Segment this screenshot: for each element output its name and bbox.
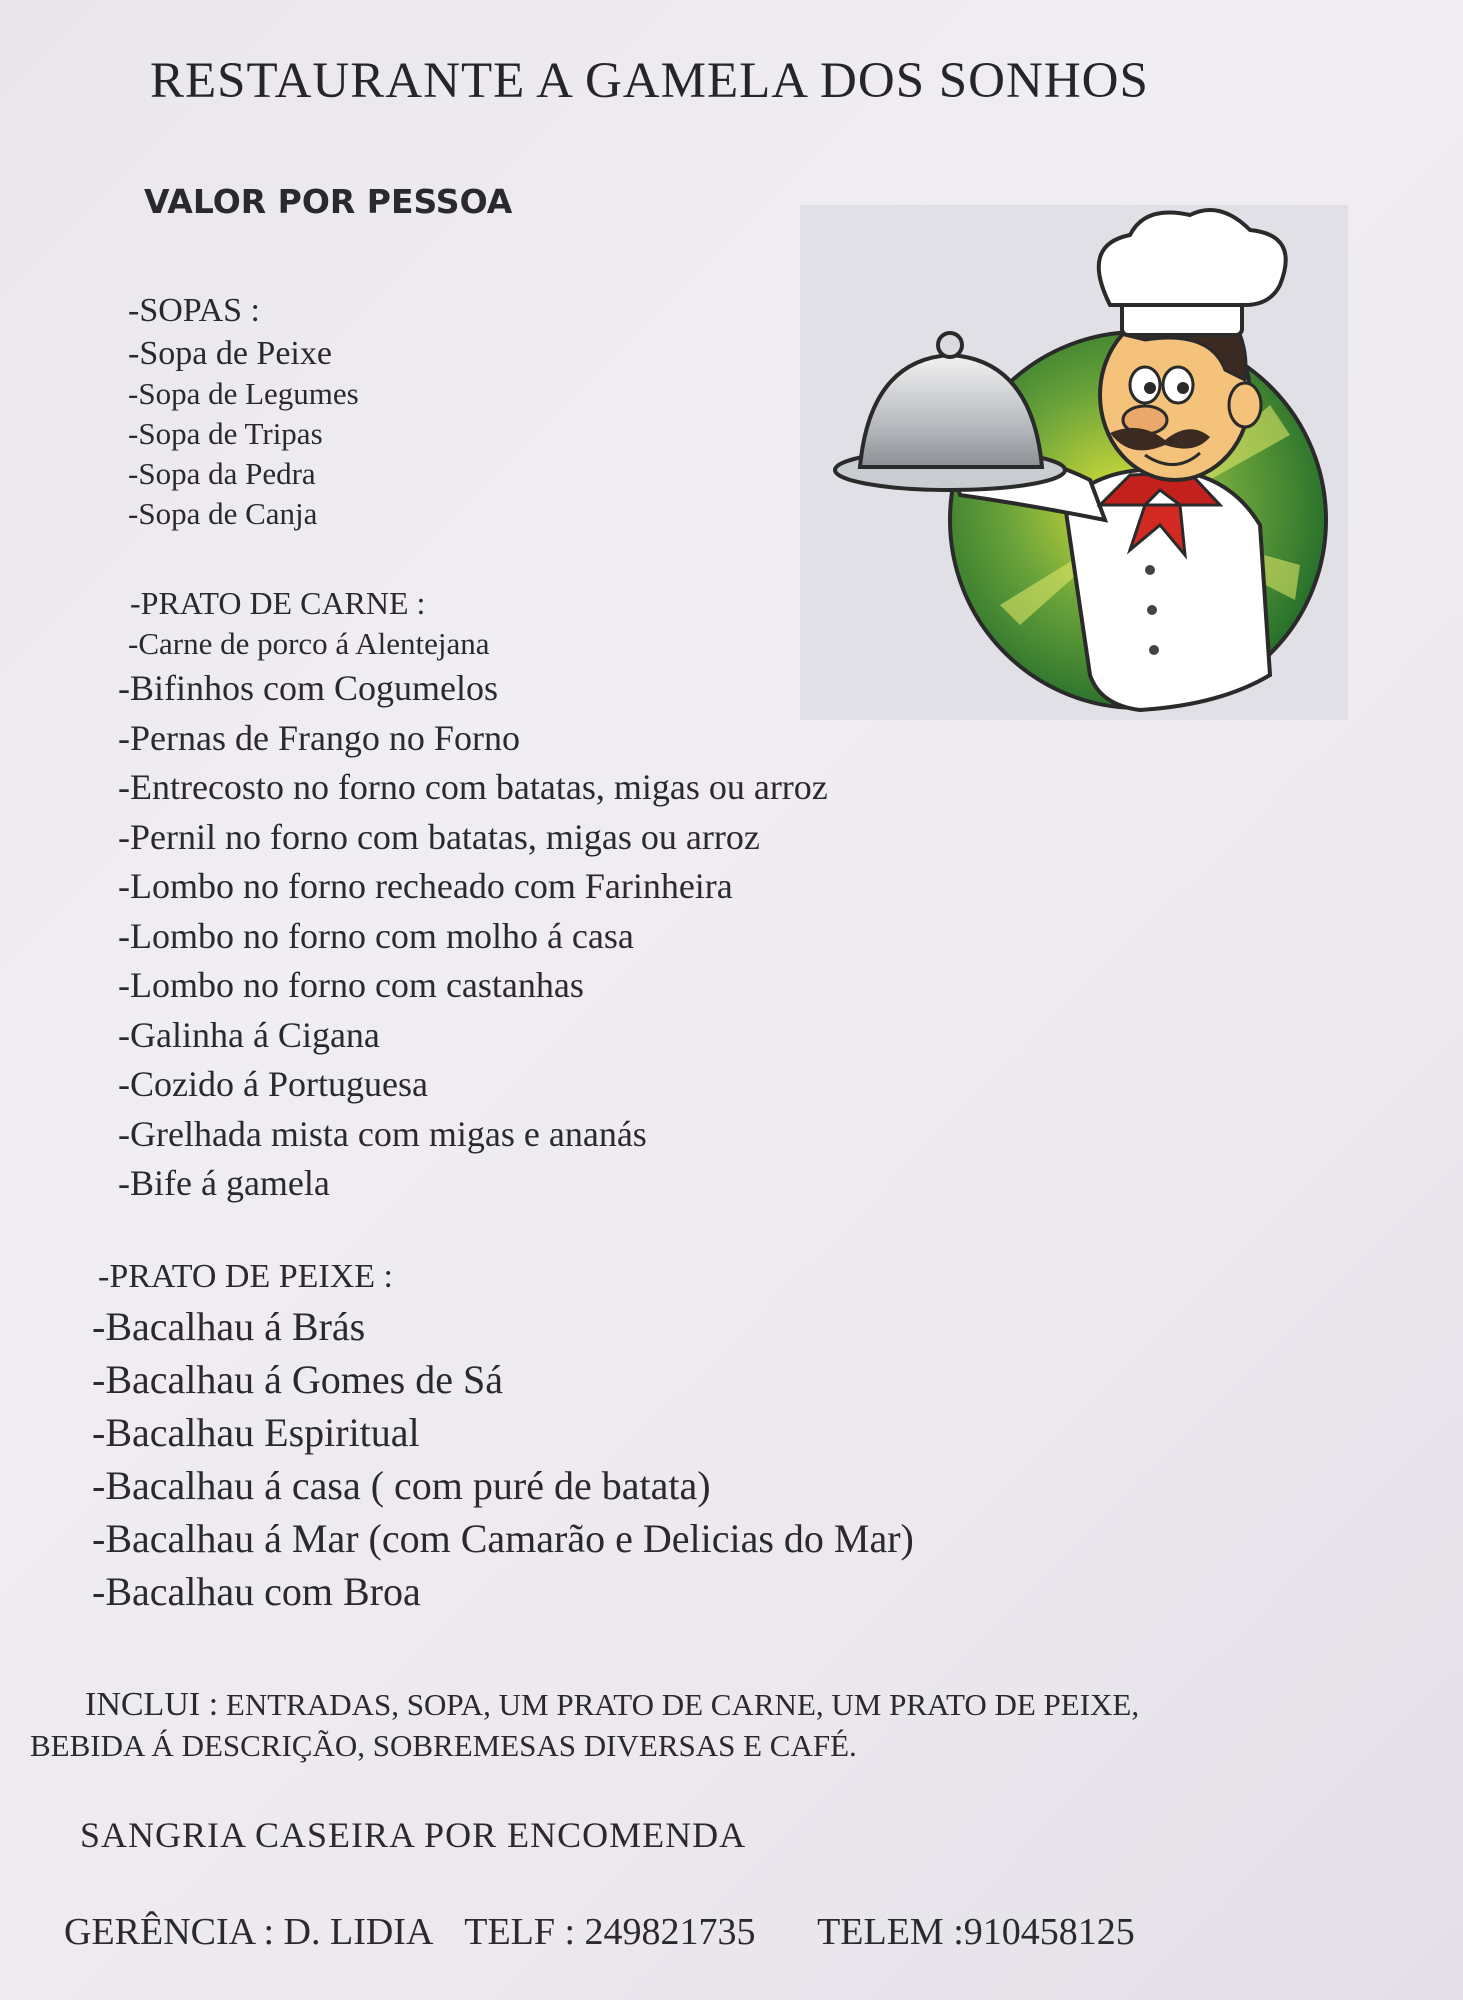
- menu-item: -Sopa de Tripas: [128, 416, 323, 451]
- menu-item: -Lombo no forno recheado com Farinheira: [118, 866, 733, 906]
- section-heading-sopas: -SOPAS :: [128, 292, 260, 329]
- menu-item: -Entrecosto no forno com batatas, migas ou arroz: [118, 767, 828, 807]
- page-title: RESTAURANTE A GAMELA DOS SONHOS: [150, 53, 1149, 109]
- price-note: VALOR POR PESSOA: [144, 182, 513, 221]
- includes-label: INCLUI :: [85, 1686, 219, 1723]
- chef-serving-cloche-icon: [800, 205, 1348, 720]
- phone-number: TELF : 249821735: [464, 1911, 756, 1953]
- menu-item: -Pernil no forno com batatas, migas ou arroz: [118, 816, 760, 857]
- menu-item: -Sopa da Pedra: [128, 456, 316, 491]
- contact-footer: [64, 1910, 1157, 1954]
- menu-item: -Bacalhau com Broa: [92, 1569, 421, 1614]
- menu-item: -Bacalhau á casa ( com puré de batata): [92, 1463, 711, 1508]
- includes-line-1: ENTRADAS, SOPA, UM PRATO DE CARNE, UM PRATO DE PEIXE,: [225, 1687, 1140, 1722]
- mobile-number: TELEM :910458125: [817, 1911, 1135, 1953]
- menu-item: -Grelhada mista com migas e ananás: [118, 1113, 647, 1154]
- menu-item: -Bacalhau á Mar (com Camarão e Delicias do Mar): [92, 1516, 914, 1561]
- sangria-note: SANGRIA CASEIRA POR ENCOMENDA: [80, 1815, 747, 1855]
- menu-item: -Sopa de Peixe: [128, 335, 332, 372]
- includes-line-2: BEBIDA Á DESCRIÇÃO, SOBREMESAS DIVERSAS E CAFÉ.: [30, 1728, 857, 1763]
- menu-item: -Bacalhau á Gomes de Sá: [92, 1357, 503, 1402]
- menu-item: -Bacalhau Espiritual: [92, 1410, 420, 1455]
- menu-item: -Cozido á Portuguesa: [118, 1064, 428, 1104]
- menu-item: -Sopa de Canja: [128, 496, 318, 531]
- manager-name: GERÊNCIA : D. LIDIA: [64, 1911, 434, 1953]
- menu-item: -Bifinhos com Cogumelos: [118, 668, 498, 708]
- menu-item: -Carne de porco á Alentejana: [128, 626, 490, 661]
- section-carne: [118, 585, 828, 1209]
- menu-item: -Lombo no forno com molho á casa: [118, 915, 634, 956]
- includes-note: [30, 1684, 1430, 1766]
- menu-item: -Galinha á Cigana: [118, 1014, 380, 1055]
- menu-item: -Sopa de Legumes: [128, 376, 359, 411]
- menu-item: -Bacalhau á Brás: [92, 1304, 366, 1349]
- menu-item: -Pernas de Frango no Forno: [118, 717, 520, 758]
- section-sopas: [128, 292, 359, 534]
- menu-item: -Bife á gamela: [118, 1163, 330, 1203]
- section-peixe: [92, 1258, 914, 1618]
- menu-item: -Lombo no forno com castanhas: [118, 965, 584, 1005]
- section-heading-peixe: -PRATO DE PEIXE :: [98, 1258, 393, 1295]
- section-heading-carne: -PRATO DE CARNE :: [130, 585, 426, 621]
